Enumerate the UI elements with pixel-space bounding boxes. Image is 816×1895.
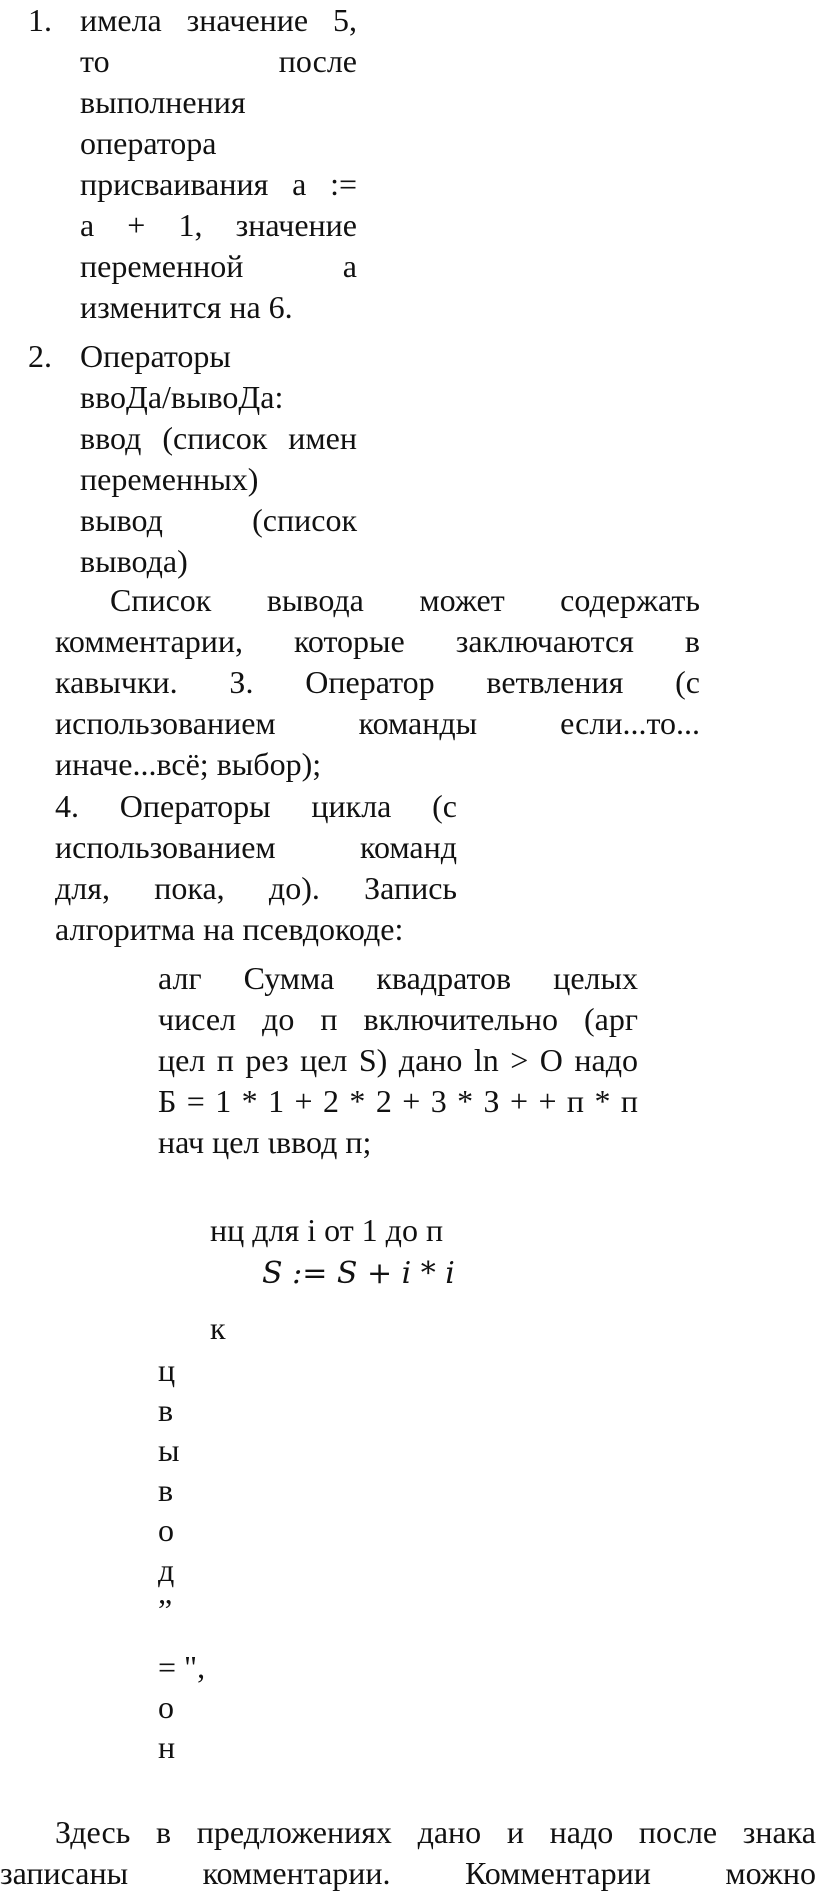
- text-line: иначе...всё; выбор);: [55, 746, 322, 782]
- text-line: вывод (список: [80, 502, 357, 538]
- vertical-char: о: [158, 1689, 174, 1725]
- text-line: выполнения: [80, 84, 246, 120]
- paragraph-output-list: [55, 580, 700, 785]
- loop-header: нц для i от 1 до п: [210, 1212, 444, 1248]
- text-line: вывода): [80, 543, 188, 579]
- paragraph-comments: [0, 1812, 816, 1894]
- vertical-char: в: [158, 1392, 174, 1428]
- text-line: использованием команды если...то...: [55, 705, 700, 741]
- text-line: Операторы: [80, 338, 231, 374]
- text-line: Список вывода может содержать: [110, 582, 700, 618]
- vertical-char: в: [158, 1472, 174, 1508]
- text-line: ввоДа/вывоДа:: [80, 379, 284, 415]
- text-line: изменится на 6.: [80, 289, 293, 325]
- list-number: 1.: [28, 2, 52, 38]
- paragraph-loop-operators: [55, 786, 457, 950]
- text-line: оператора: [80, 125, 217, 161]
- vertical-char: о: [158, 1512, 174, 1548]
- list-number: 2.: [28, 338, 52, 374]
- vertical-char: = ",: [158, 1649, 206, 1685]
- loop-body: S := S + i * i: [262, 1256, 455, 1291]
- vertical-char: ц: [158, 1352, 176, 1388]
- code-line: чисел до п включительно (арг: [158, 1001, 638, 1037]
- vertical-char: ”: [158, 1592, 173, 1628]
- text-line: кавычки. З. Оператор ветвления (с: [55, 664, 700, 700]
- text-line: для, пока, до). Запись: [55, 870, 457, 906]
- text-line: комментарии, которые заключаются в: [55, 623, 700, 659]
- text-line: присваивания а :=: [80, 166, 357, 202]
- vertical-text-end: [158, 1647, 205, 1767]
- code-line: нач цел ιввод п;: [158, 1124, 372, 1160]
- code-line: алг Сумма квадратов целых: [158, 960, 638, 996]
- text-line: записаны комментарии. Комментарии можно: [0, 1855, 816, 1891]
- list-item-text: [80, 336, 357, 582]
- pseudocode-block: [158, 958, 638, 1163]
- code-line: цел п рез цел S) дано ln > О надо: [158, 1042, 638, 1078]
- list-item-text: [80, 0, 357, 328]
- text-line: ввод (список имен: [80, 420, 357, 456]
- text-line: использованием команд: [55, 829, 457, 865]
- text-line: а + 1, значение: [80, 207, 357, 243]
- text-line: переменных): [80, 461, 259, 497]
- loop-end: к: [210, 1310, 226, 1346]
- text-line: переменной а: [80, 248, 357, 284]
- vertical-char: н: [158, 1729, 176, 1765]
- text-line: 4. Операторы цикла (с: [55, 788, 457, 824]
- vertical-char: д: [158, 1552, 175, 1588]
- vertical-text-output: [158, 1350, 180, 1630]
- vertical-char: ы: [158, 1432, 180, 1468]
- text-line: то после: [80, 43, 357, 79]
- text-line: Здесь в предложениях дано и надо после знака: [55, 1814, 816, 1850]
- text-line: имела значение 5,: [80, 2, 357, 38]
- text-line: алгоритма на псевдокоде:: [55, 911, 404, 947]
- code-line: Б = 1 * 1 + 2 * 2 + 3 * З + + п * п: [158, 1083, 638, 1119]
